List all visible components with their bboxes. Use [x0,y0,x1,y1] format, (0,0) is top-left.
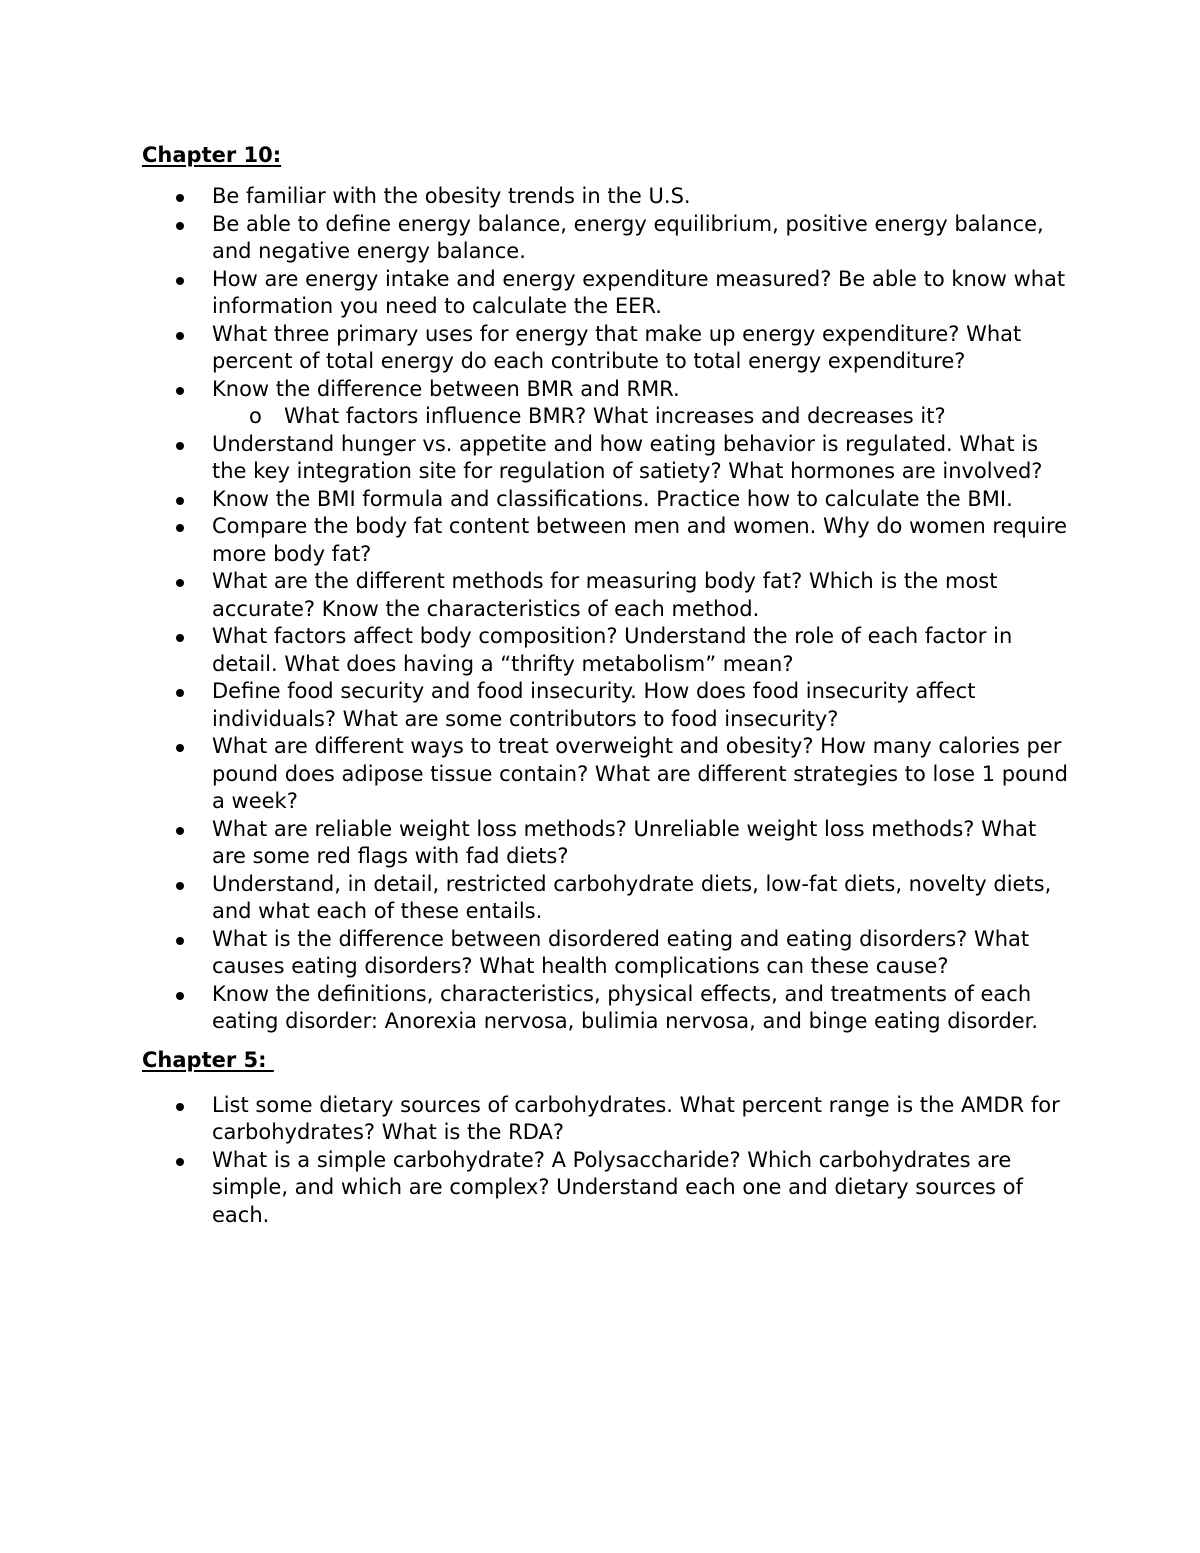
sub-list-item [142,403,1072,431]
bullet-icon [176,579,184,587]
bullet-icon [176,937,184,945]
bullet-icon [176,332,184,340]
list-item [142,926,1072,981]
bullet-icon [176,194,184,202]
list-item-text: What are the different methods for measuring body fat? Which is the most accurate? Know the characteristics of each method. [212,569,998,621]
chapter-10-heading: Chapter 10: [142,143,282,167]
list-item [142,1092,1072,1147]
bullet-icon [176,882,184,890]
list-item [142,513,1072,568]
list-item-text: What is a simple carbohydrate? A Polysaccharide? Which carbohydrates are simple, and which are complex? Understand each one and dietary sources of each. [212,1147,1023,1227]
bullet-icon [176,497,184,505]
bullet-icon [176,442,184,450]
list-item [142,431,1072,486]
list-item-text: Understand hunger vs. appetite and how eating behavior is regulated. What is the key integration site for regulation of satiety? What hormones are involved? [212,431,1043,483]
bullet-icon [176,992,184,1000]
list-item [142,733,1072,816]
list-item-text: What three primary uses for energy that make up energy expenditure? What percent of total energy do each contribute to total energy expenditure? [212,321,1022,373]
list-item [142,321,1072,376]
list-item-text: Know the definitions, characteristics, physical effects, and treatments of each eating disorder: Anorexia nervosa, bulimia nervosa, and binge eating disorder. [212,981,1039,1033]
list-item-text: Know the difference between BMR and RMR. [212,376,680,401]
list-item [142,816,1072,871]
hollow-bullet-icon: o [249,404,262,428]
list-item-text: Define food security and food insecurity. How does food insecurity affect individuals? What are some contributors to food insecurity? [212,679,976,731]
list-item-text: Be able to define energy balance, energy equilibrium, positive energy balance, and negative energy balance. [212,211,1044,263]
list-item [142,623,1072,678]
list-item-text: What are reliable weight loss methods? Unreliable weight loss methods? What are some red flags with fad diets? [212,816,1037,868]
bullet-icon [176,387,184,395]
list-item-text: Be familiar with the obesity trends in the U.S. [212,184,691,208]
bullet-icon [176,222,184,230]
list-item [142,568,1072,623]
list-item [142,376,1072,431]
list-item-text: Understand, in detail, restricted carbohydrate diets, low-fat diets, novelty diets, and what each of these entails. [212,871,1052,923]
list-item-text: What factors affect body composition? Understand the role of each factor in detail. What does having a “thrifty metabolism” mean? [212,624,1013,676]
list-item [142,1147,1072,1230]
list-item [142,211,1072,266]
bullet-icon [176,524,184,532]
bullet-icon [176,689,184,697]
sub-list [212,403,1072,431]
list-item [142,486,1072,514]
bullet-icon [176,827,184,835]
bullet-icon [176,1103,184,1111]
list-item [142,266,1072,321]
list-item-text: How are energy intake and energy expenditure measured? Be able to know what information you need to calculate the EER. [212,266,1066,318]
list-item [142,871,1072,926]
chapter-10-list [142,183,1072,1036]
list-item [142,678,1072,733]
sub-list-item-text: What factors influence BMR? What increases and decreases it? [284,404,946,428]
chapter-5-list [142,1092,1072,1230]
bullet-icon [176,1158,184,1166]
bullet-icon [176,277,184,285]
list-item-text: Know the BMI formula and classifications. Practice how to calculate the BMI. [212,486,1013,511]
chapter-5-heading: Chapter 5: [142,1047,274,1072]
bullet-icon [176,744,184,752]
list-item [142,183,1072,211]
list-item-text: Compare the body fat content between men and women. Why do women require more body fat? [212,514,1068,566]
list-item-text: What is the difference between disordered eating and eating disorders? What causes eating disorders? What health complications can these cause? [212,926,1030,978]
bullet-icon [176,634,184,642]
list-item-text: What are different ways to treat overweight and obesity? How many calories per pound does adipose tissue contain? What are different strategies to lose 1 pound a week? [212,734,1068,813]
list-item [142,981,1072,1036]
document-page [142,141,1072,1229]
list-item-text: List some dietary sources of carbohydrates. What percent range is the AMDR for carbohydrates? What is the RDA? [212,1092,1060,1144]
